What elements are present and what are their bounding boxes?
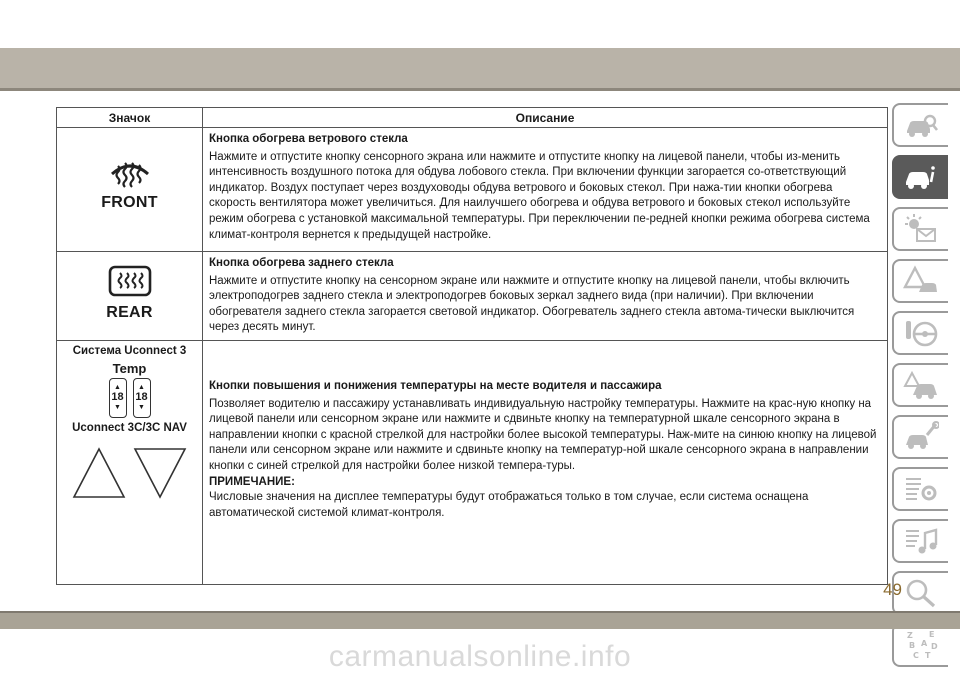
tab-technical-specifications[interactable] (892, 467, 948, 511)
temp-button-driver (109, 378, 127, 418)
row-title: Кнопки повышения и понижения температуры на месте водителя и пассажира (209, 379, 662, 392)
warning-triangle-car-icon (903, 265, 939, 297)
tab-getting-to-know-vehicle[interactable] (892, 103, 948, 147)
system-subtitle: Uconnect 3C/3C NAV (72, 421, 187, 434)
tab-instrument-panel[interactable] (892, 155, 948, 199)
svg-text:D: D (931, 642, 938, 651)
header-icon: Значок (57, 108, 203, 128)
row-title: Кнопка обогрева ветрового стекла (209, 133, 408, 145)
search-icon (903, 577, 939, 609)
temp-value-passenger: 18 (135, 391, 148, 404)
tab-in-case-of-emergency[interactable] (892, 363, 948, 407)
svg-text:Z: Z (907, 631, 913, 640)
icon-cell-rear (57, 252, 203, 341)
header-description: Описание (203, 108, 888, 128)
tab-servicing-maintenance[interactable] (892, 415, 948, 459)
wrench-car-icon (903, 421, 939, 453)
svg-text:E: E (929, 630, 935, 639)
svg-text:C: C (913, 651, 919, 660)
temp-buttons (57, 378, 202, 418)
tab-safety[interactable] (892, 259, 948, 303)
chevron-down-icon: ▼ (138, 404, 145, 412)
rear-label: REAR (106, 304, 153, 321)
temp-button-passenger (133, 378, 151, 418)
chevron-up-icon: ▲ (138, 384, 145, 392)
chevron-down-icon: ▼ (114, 404, 121, 412)
car-info-icon (903, 161, 939, 193)
triangle-up-icon (71, 446, 127, 500)
specifications-gear-icon (903, 473, 939, 505)
table-row (57, 128, 888, 252)
rear-defrost-icon (107, 264, 153, 298)
icon-cell-temp (57, 340, 203, 584)
svg-text:T: T (925, 651, 931, 660)
header-rule (0, 88, 960, 91)
tab-multimedia[interactable] (892, 519, 948, 563)
row-title: Кнопка обогрева заднего стекла (209, 257, 394, 269)
temp-value-driver: 18 (111, 391, 124, 404)
note-heading: ПРИМЕЧАНИЕ: (209, 475, 295, 488)
front-defrost-icon (108, 154, 152, 188)
table-header-row (57, 108, 888, 128)
tab-warning-lights[interactable] (892, 207, 948, 251)
note-text: Числовые значения на дисплее температуры будут отображаться только в том случае, если система оснащена автоматической системой климат-контроля. (209, 491, 809, 519)
svg-text:A: A (921, 639, 928, 648)
row-text: Нажмите и отпустите кнопку сенсорного экрана или нажмите и отпустите кнопку на лицевой панели, чтобы из-менить интенсивность воздушного потока для обдува лобового стекла. При включении функции загорается со-ответствующий индикатор. Воздух поступает через воздуховоды обдува ветрового и боковых стекол. При нажа-тии кнопки обогрева скорость вентилятора может увеличиться. Для наилучшего обогрева и обдува ветрового и боковых стекол используйте режим обогрева с установкой максимальной температуры. При переключении пе-редней кнопки режима обогрева система климат-контроля вернется к предыдущей настройке. (209, 150, 870, 241)
row-text: Позволяет водителю и пассажиру устанавливать индивидуальную настройку температуры. Нажмите на крас-ную кнопку на лицевой панели или сенсорном экране или нажмите и сдвиньте кнопку на температурной шкале сенсорного экрана в направлении кнопки с красной стрелкой для настройки более высокой температуры. Наж-мите на синюю кнопку на лицевой панели или сенсорном экране или нажмите и сдвиньте кнопку на температур-ной шкале сенсорного экрана в направлении кнопки с синей стрелкой для настройки более низкой темпера-туры. (209, 397, 877, 472)
page-number: 49 (883, 580, 902, 599)
tab-starting-operating[interactable] (892, 311, 948, 355)
row-text: Нажмите и отпустите кнопку на сенсорном экране или нажмите и отпустите кнопку на лицевой панели, чтобы включить электроподогрев заднего стекла и электроподогрев боковых зеркал заднего вида (при наличии). При включении обогревателя заднего стекла загорается световой индикатор. Обогреватель заднего стекла автома-тически выключится через десять минут. (209, 274, 855, 334)
temp-label: Temp (112, 360, 147, 376)
header-band (0, 48, 960, 88)
warning-lights-icon (903, 213, 939, 245)
music-settings-icon (903, 525, 939, 557)
icon-cell-front (57, 128, 203, 252)
car-magnifier-icon (903, 109, 939, 141)
triangle-down-icon (132, 446, 188, 500)
svg-text:B: B (909, 641, 916, 650)
front-defrost-description (203, 128, 888, 252)
temperature-description (203, 340, 888, 584)
chevron-up-icon: ▲ (114, 384, 121, 392)
footer-band (0, 613, 960, 629)
front-label: FRONT (101, 194, 158, 211)
rear-defrost-description (203, 252, 888, 341)
table-row (57, 252, 888, 341)
breakdown-car-icon (903, 369, 939, 401)
controls-table (56, 107, 888, 585)
table-row (57, 340, 888, 584)
system-title: Система Uconnect 3 (72, 344, 187, 357)
steering-wheel-icon (903, 317, 939, 349)
watermark: carmanualsonline.info (328, 640, 632, 673)
